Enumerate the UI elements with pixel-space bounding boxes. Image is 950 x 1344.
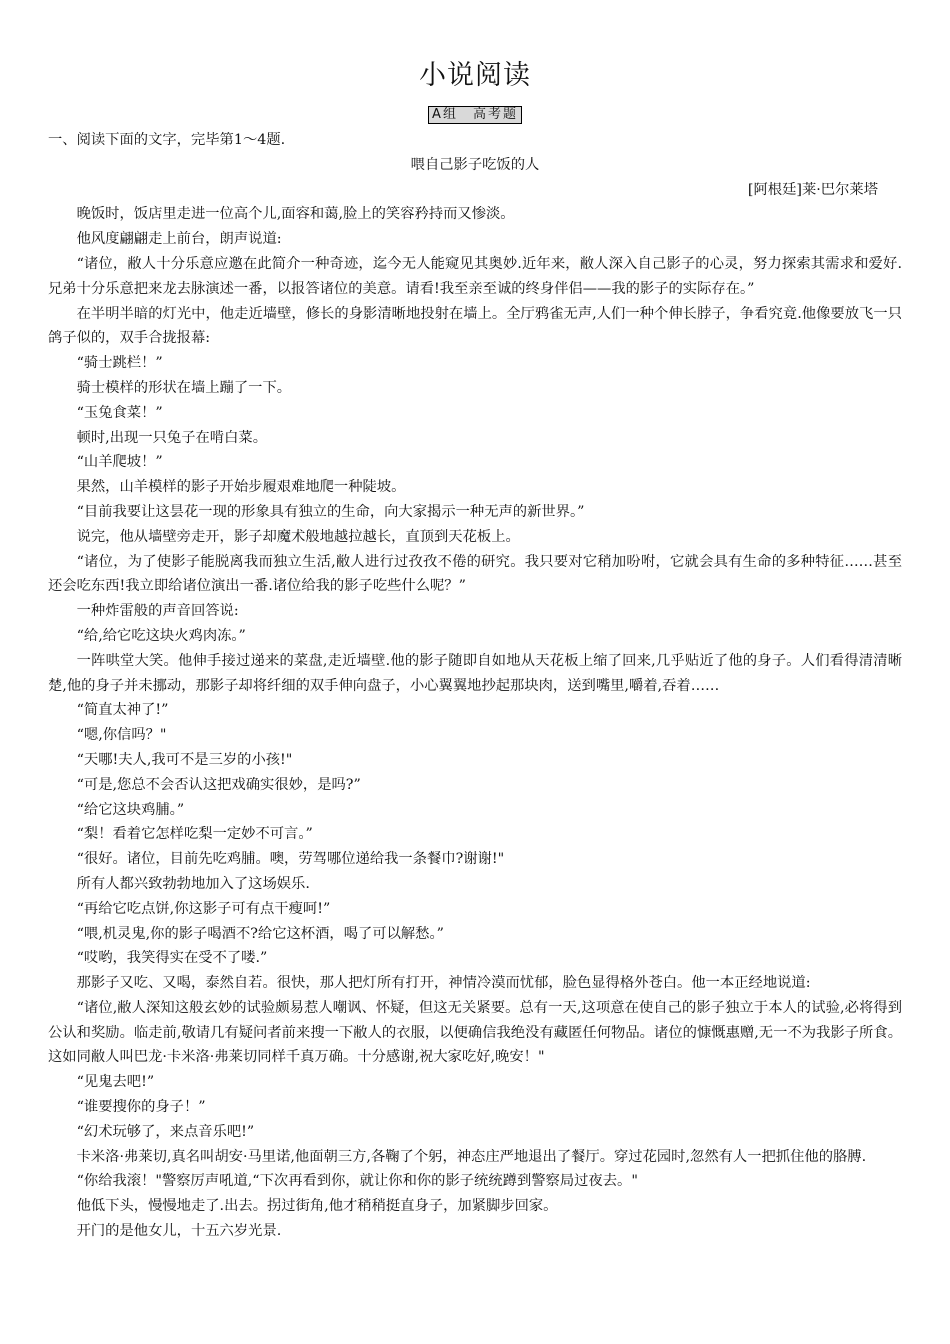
paragraph: “可是,您总不会否认这把戏确实很妙，是吗?”: [76, 776, 361, 793]
story-title: 喂自己影子吃饭的人: [410, 156, 540, 173]
paragraph: “诸位，为了使影子能脱离我而独立生活,敝人进行过孜孜不倦的研究。我只要对它稍加吩咐，它就会具有生命的多种特征……甚至还会吃东西!我立即给诸位演出一番.诸位给我的影子吃些什么呢？”: [48, 553, 902, 595]
paragraph: “简直太神了!”: [76, 702, 169, 719]
paragraph: “目前我要让这昙花一现的形象具有独立的生命，向大家揭示一种无声的新世界。”: [76, 503, 585, 520]
paragraph: “梨！看着它怎样吃梨一定妙不可言。”: [76, 826, 313, 843]
group-badge: A组 高考题: [428, 106, 522, 124]
paragraph: “给,给它吃这块火鸡肉冻。”: [76, 627, 246, 644]
question-instruction: 一、阅读下面的文字，完毕第1～4题.: [48, 132, 286, 148]
paragraph: “给它这块鸡脯。”: [76, 801, 185, 818]
paragraph: 果然，山羊模样的影子开始步履艰难地爬一种陡坡。: [76, 479, 406, 496]
paragraph: “喂,机灵鬼,你的影子喝酒不?给它这杯酒，喝了可以解愁。”: [76, 925, 444, 942]
paragraph: “再给它吃点饼,你这影子可有点干瘦呵!”: [76, 900, 331, 917]
paragraph: “很好。诸位，目前先吃鸡脯。噢，劳驾哪位递给我一条餐巾?谢谢!": [76, 851, 505, 868]
paragraph: 那影子又吃、又喝，泰然自若。很快，那人把灯所有打开，神情冷漠而忧郁，脸色显得格外苍白。他一本正经地说道:: [76, 975, 811, 992]
paragraph: “谁要搜你的身子！”: [76, 1099, 206, 1116]
article-body: [48, 128, 902, 1244]
paragraph: “玉兔食菜！”: [76, 404, 163, 421]
paragraph: 卡米洛·弗莱切,真名叫胡安·马里诺,他面朝三方,各鞠了个躬，神态庄严地退出了餐厅。穿过花园时,忽然有人一把抓住他的胳膊.: [76, 1148, 867, 1165]
paragraph: “骑士跳栏！”: [76, 355, 163, 372]
paragraph: “诸位,敝人深知这般玄妙的试验颇易惹人嘲讽、怀疑，但这无关紧要。总有一天,这项意在使自己的影子独立于本人的试验,必将得到公认和奖励。临走前,敬请几有疑问者前来搜一下敝人的衣服，以便确信我绝没有藏匿任何物品。诸位的慷慨惠赠,无一不为我影子所食。这如同敝人叫巴龙·卡米洛·弗莱切同样千真万确。十分感谢,祝大家吃好,晚安！": [48, 999, 902, 1066]
paragraph: 晚饭时，饭店里走进一位高个儿,面容和蔼,脸上的笑容矜持而又惨淡。: [76, 206, 515, 223]
paragraph: 骑士模样的形状在墙上蹦了一下。: [76, 379, 292, 396]
story-author: [阿根廷]莱·巴尔莱塔: [747, 181, 878, 198]
paragraph: “见鬼去吧!”: [76, 1074, 155, 1091]
paragraph: 一种炸雷般的声音回答说:: [76, 603, 239, 620]
paragraph: “天哪!夫人,我可不是三岁的小孩!": [76, 751, 293, 768]
paragraph: “山羊爬坡！”: [76, 454, 163, 471]
paragraph: 在半明半暗的灯光中，他走近墙壁，修长的身影清晰地投射在墙上。全厅鸦雀无声,人们一种个伸长脖子，争看究竟.他像要放飞一只鸽子似的，双手合拢报幕:: [48, 305, 902, 347]
paragraph: 一阵哄堂大笑。他伸手接过递来的菜盘,走近墙壁.他的影子随即自如地从天花板上缩了回来,几乎贴近了他的身子。人们看得清清晰楚,他的身子并未挪动，那影子却将纤细的双手伸向盘子，小心翼翼地抄起那块肉，送到嘴里,嚼着,吞着……: [48, 652, 902, 694]
paragraph: 说完，他从墙壁旁走开，影子却魔术般地越拉越长，直顶到天花板上。: [76, 528, 520, 545]
paragraph: 他风度翩翩走上前台，朗声说道:: [76, 231, 282, 248]
paragraph: 开门的是他女儿，十五六岁光景.: [76, 1223, 282, 1240]
group-badge-row: [0, 103, 950, 124]
paragraph: “诸位，敝人十分乐意应邀在此简介一种奇迹，迄今无人能窥见其奥妙.近年来，敝人深入自己影子的心灵，努力探索其需求和爱好.兄弟十分乐意把来龙去脉演述一番，以报答诸位的美意。请看!我至亲至诚的终身伴侣——我的影子的实际存在。”: [48, 255, 902, 297]
page-title: 小说阅读: [419, 60, 531, 91]
paragraph: “幻术玩够了，来点音乐吧!”: [76, 1123, 255, 1140]
paragraph: 顿时,出现一只兔子在啃白菜。: [76, 429, 267, 446]
paragraph: “哎哟，我笑得实在受不了喽.”: [76, 950, 268, 967]
paragraph: 所有人都兴致勃勃地加入了这场娱乐.: [76, 875, 310, 892]
paragraph: 他低下头，慢慢地走了.出去。拐过街角,他才稍稍挺直身子，加紧脚步回家。: [76, 1198, 558, 1215]
paragraph: “你给我滚！"警察厉声吼道,“下次再看到你，就让你和你的影子统统蹲到警察局过夜去。": [76, 1173, 638, 1190]
paragraph: “嗯,你信吗？": [76, 727, 167, 744]
